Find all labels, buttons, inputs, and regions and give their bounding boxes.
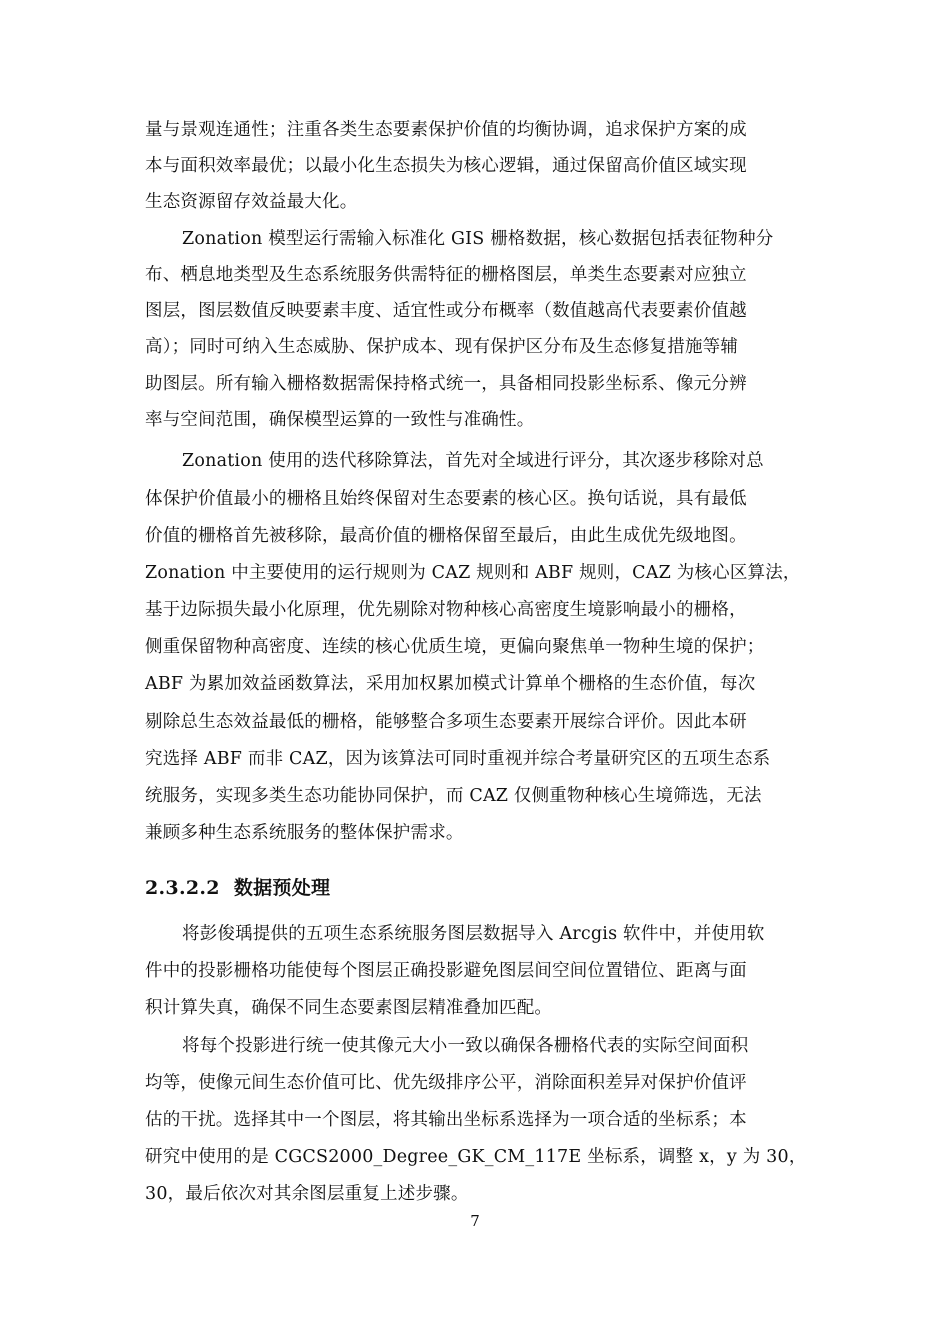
paragraph-first-line: 将彭俊瑀提供的五项生态系统服务图层数据导入 Arcgis 软件中，并使用软 bbox=[182, 924, 765, 944]
body-text-line: 率与空间范围，确保模型运算的一致性与准确性。 bbox=[145, 410, 535, 430]
section-title: 数据预处理 bbox=[233, 877, 331, 899]
section-heading bbox=[145, 873, 330, 900]
body-text-line: 兼顾多种生态系统服务的整体保护需求。 bbox=[145, 823, 464, 843]
body-text-line: 生态资源留存效益最大化。 bbox=[145, 192, 358, 212]
body-text-line: 图层，图层数值反映要素丰度、适宜性或分布概率（数值越高代表要素价值越 bbox=[145, 301, 747, 321]
body-text-line: 本与面积效率最优；以最小化生态损失为核心逻辑，通过保留高价值区域实现 bbox=[145, 156, 747, 176]
body-text-line: 件中的投影栅格功能使每个图层正确投影避免图层间空间位置错位、距离与面 bbox=[145, 961, 747, 981]
body-text-line: 侧重保留物种高密度、连续的核心优质生境，更偏向聚焦单一物种生境的保护； bbox=[145, 637, 765, 657]
body-text-line: 估的干扰。选择其中一个图层，将其输出坐标系选择为一项合适的坐标系；本 bbox=[145, 1110, 747, 1130]
paragraph-first-line: Zonation 模型运行需输入标准化 GIS 栅格数据，核心数据包括表征物种分 bbox=[182, 229, 774, 249]
body-text-line: 积计算失真，确保不同生态要素图层精准叠加匹配。 bbox=[145, 998, 553, 1018]
body-text-line: 均等，使像元间生态价值可比、优先级排序公平，消除面积差异对保护价值评 bbox=[145, 1073, 747, 1093]
body-text-line: 统服务，实现多类生态功能协同保护，而 CAZ 仅侧重物种核心生境筛选，无法 bbox=[145, 786, 762, 806]
body-text-line: 剔除总生态效益最低的栅格，能够整合多项生态要素开展综合评价。因此本研 bbox=[145, 712, 747, 732]
body-text-line: Zonation 中主要使用的运行规则为 CAZ 规则和 ABF 规则，CAZ 为核心区算法， bbox=[145, 563, 801, 583]
paragraph-first-line: 将每个投影进行统一使其像元大小一致以确保各栅格代表的实际空间面积 bbox=[182, 1036, 749, 1056]
body-text-line: 究选择 ABF 而非 CAZ，因为该算法可同时重视并综合考量研究区的五项生态系 bbox=[145, 749, 771, 769]
body-text-line: 布、栖息地类型及生态系统服务供需特征的栅格图层，单类生态要素对应独立 bbox=[145, 265, 747, 285]
body-text-line: 30，最后依次对其余图层重复上述步骤。 bbox=[145, 1184, 469, 1204]
body-text-line: 高）；同时可纳入生态威胁、保护成本、现有保护区分布及生态修复措施等辅 bbox=[145, 337, 739, 357]
body-text-line: 基于边际损失最小化原理，优先剔除对物种核心高密度生境影响最小的栅格， bbox=[145, 600, 747, 620]
body-text-line: 价值的栅格首先被移除，最高价值的栅格保留至最后，由此生成优先级地图。 bbox=[145, 526, 747, 546]
body-text-line: 体保护价值最小的栅格且始终保留对生态要素的核心区。换句话说，具有最低 bbox=[145, 489, 747, 509]
body-text-line: 助图层。所有输入栅格数据需保持格式统一，具备相同投影坐标系、像元分辨 bbox=[145, 374, 747, 394]
paragraph-first-line: Zonation 使用的迭代移除算法，首先对全域进行评分，其次逐步移除对总 bbox=[182, 451, 764, 471]
body-text-line: 量与景观连通性；注重各类生态要素保护价值的均衡协调，追求保护方案的成 bbox=[145, 120, 747, 140]
page-number: 7 bbox=[470, 1212, 480, 1230]
body-text-line: ABF 为累加效益函数算法，采用加权累加模式计算单个栅格的生态价值，每次 bbox=[145, 674, 756, 694]
section-number: 2.3.2.2 bbox=[145, 877, 220, 899]
body-text-line: 研究中使用的是 CGCS2000_Degree_GK_CM_117E 坐标系，调整 x，y 为 30， bbox=[145, 1147, 807, 1167]
